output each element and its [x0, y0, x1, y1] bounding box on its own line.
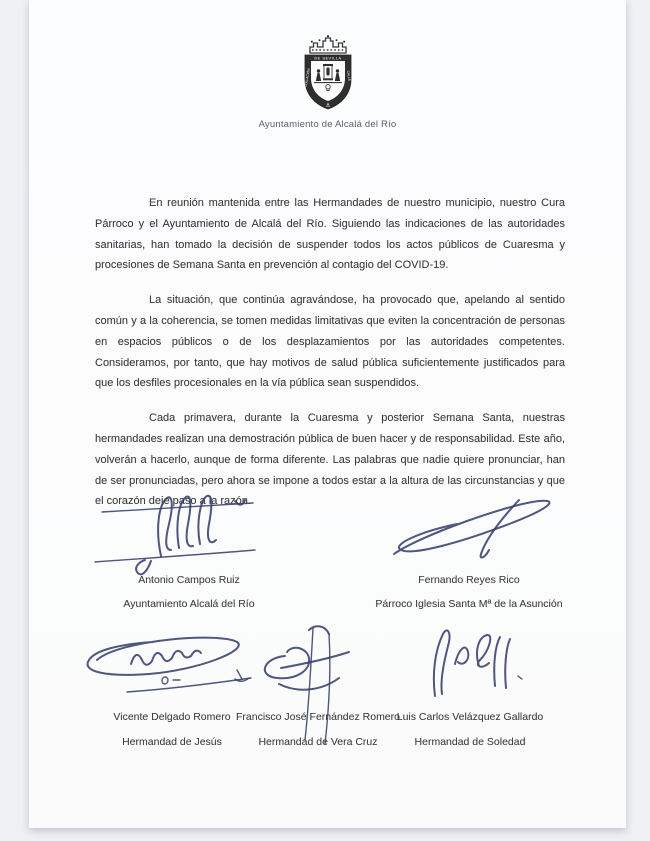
shield-top-legend: DE SEVILLA [313, 55, 342, 61]
paragraph-3: Cada primavera, durante la Cuaresma y posterior Semana Santa, nuestras hermandades realizan una demostración pública de buen hacer y de responsabilidad. Este año, volverán a hacerlo, aunque de forma diferente. Las palabras que nadie quiere pronunciar, han de ser pronunciadas, pero ahora se impone a todos estar a la altura de las circunstancias y que el corazón deje paso a la razón. [95, 412, 565, 508]
signatory-name: Luis Carlos Velázquez Gallardo [396, 711, 544, 723]
signature-francisco-fernandez [247, 620, 357, 748]
signatory-org: Párroco Iglesia Santa Mª de la Asunción [375, 598, 563, 610]
signature-luis-velazquez [419, 620, 524, 708]
signature-fernando-reyes [379, 492, 579, 567]
document-page [29, 0, 626, 828]
paragraph-2: La situación, que continúa agravándose, ha provocado que, apelando al sentido común y a la coherencia, se tomen medidas limitativas que eviten la concentración de personas en espacios públicos o de los desplazamientos por las autoridades competentes. Consideramos, por tanto, que hay motivos de salud pública suficientemente justificados para que los desfiles procesionales en la vía pública sean suspendidos. [95, 294, 565, 390]
signature-antonio-campos [89, 488, 269, 583]
crown-shape [310, 38, 346, 53]
signatory-name: Fernando Reyes Rico [418, 574, 520, 586]
crest-caption: Ayuntamiento de Alcalá del Río [258, 119, 397, 130]
letter-body [95, 193, 565, 526]
coat-of-arms-icon [290, 33, 366, 111]
central-figure [326, 68, 329, 76]
signatory-org: Hermandad de Jesús [122, 736, 222, 748]
shield-right-legend: CALLE [345, 70, 352, 82]
signatory-org: Hermandad de Vera Cruz [258, 736, 378, 748]
signatory-org: Hermandad de Soledad [414, 736, 526, 748]
shield-left-legend: COLLACIÓN [303, 68, 311, 88]
paragraph-1: En reunión mantenida entre las Hermandades de nuestro municipio, nuestro Cura Párroco y el Ayuntamiento de Alcalá del Río. Siguiendo las indicaciones de las autoridades sanitarias, han tomado la decisión de suspender todos los actos públicos de Cuaresma y procesiones de Semana Santa en prevención al contagio del COVID-19. [95, 197, 565, 272]
signatory-name: Vicente Delgado Romero [113, 711, 231, 723]
anchor-icon: ⚓ [325, 103, 330, 109]
signature-vicente-delgado [69, 626, 269, 708]
signatory-name: Francisco José Fernández Romero [236, 711, 400, 723]
signatory-name: Antonio Campos Ruiz [138, 574, 240, 586]
signatory-org: Ayuntamiento Alcalá del Río [123, 598, 255, 610]
municipal-crest-block [29, 33, 626, 130]
